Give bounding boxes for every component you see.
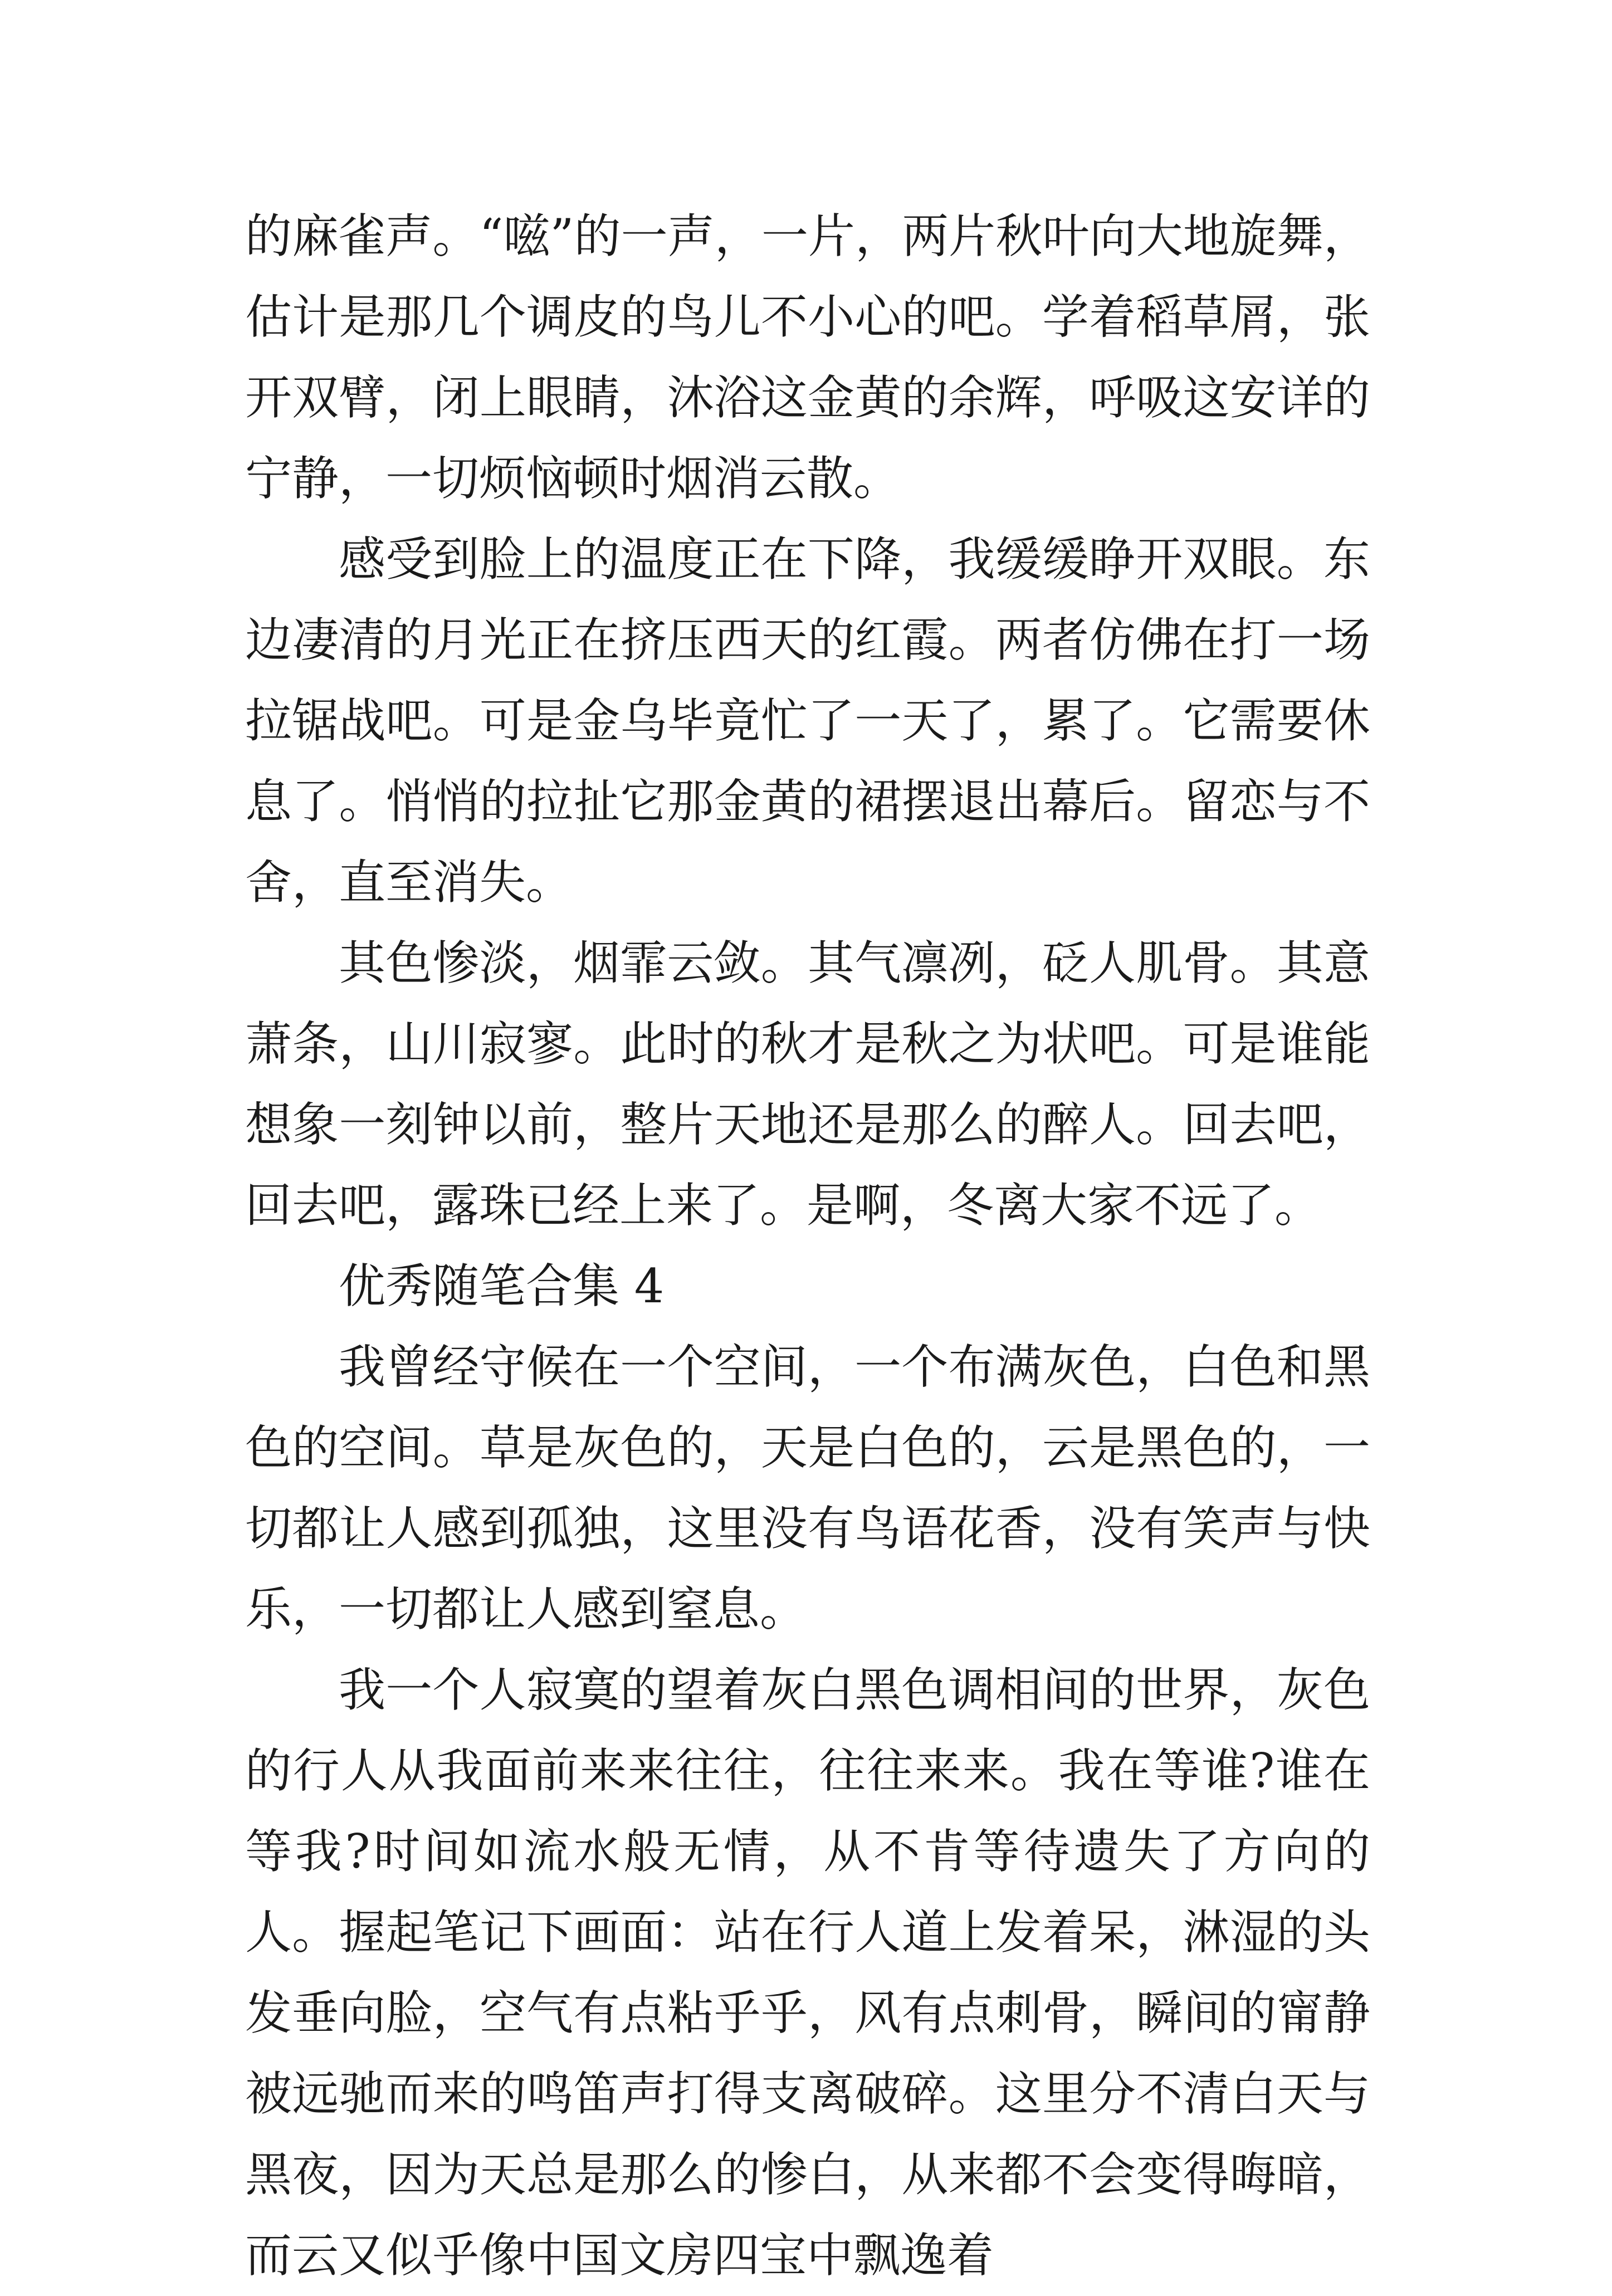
paragraph-2: 感受到脸上的温度正在下降，我缓缓睁开双眼。东边凄清的月光正在挤压西天的红霞。两者仿佛在打一场拉锯战吧。可是金乌毕竟忙了一天了，累了。它需要休息了。悄悄的拉扯它那金黄的裙摆退出幕后。留恋与不舍，直至消失。 <box>245 532 1370 910</box>
body-text <box>245 196 1370 2296</box>
paragraph-3: 其色惨淡，烟霏云敛。其气凛冽，砭人肌骨。其意萧条，山川寂寥。此时的秋才是秋之为状吧。可是谁能想象一刻钟以前，整片天地还是那么的醉人。回去吧，回去吧，露珠已经上来了。是啊，冬离大家不远了。 <box>245 936 1370 1233</box>
paragraph-1: 的麻雀声。“嗞”的一声，一片，两片秋叶向大地旋舞，估计是那几个调皮的鸟儿不小心的吧。学着稻草屑，张开双臂，闭上眼睛，沐浴这金黄的余辉，呼吸这安详的宁静，一切烦恼顿时烟消云散。 <box>245 209 1370 506</box>
paragraph-6: 我一个人寂寞的望着灰白黑色调相间的世界，灰色的行人从我面前来来往往，往往来来。我在等谁?谁在等我?时间如流水般无情，从不肯等待遗失了方向的人。握起笔记下画面：站在行人道上发着呆，淋湿的头发垂向脸，空气有点粘乎乎，风有点刺骨，瞬间的甯静被远驰而来的鸣笛声打得支离破碎。这里分不清白天与黑夜，因为天总是那么的惨白，从来都不会变得晦暗，而云又似乎像中国文房四宝中飘逸着 <box>245 1663 1370 2283</box>
section-heading: 优秀随笔合集 4 <box>339 1259 665 1313</box>
paragraph-5: 我曾经守候在一个空间，一个布满灰色，白色和黑色的空间。草是灰色的，天是白色的，云是黑色的，一切都让人感到孤独，这里没有鸟语花香，没有笑声与快乐，一切都让人感到窒息。 <box>245 1340 1370 1636</box>
